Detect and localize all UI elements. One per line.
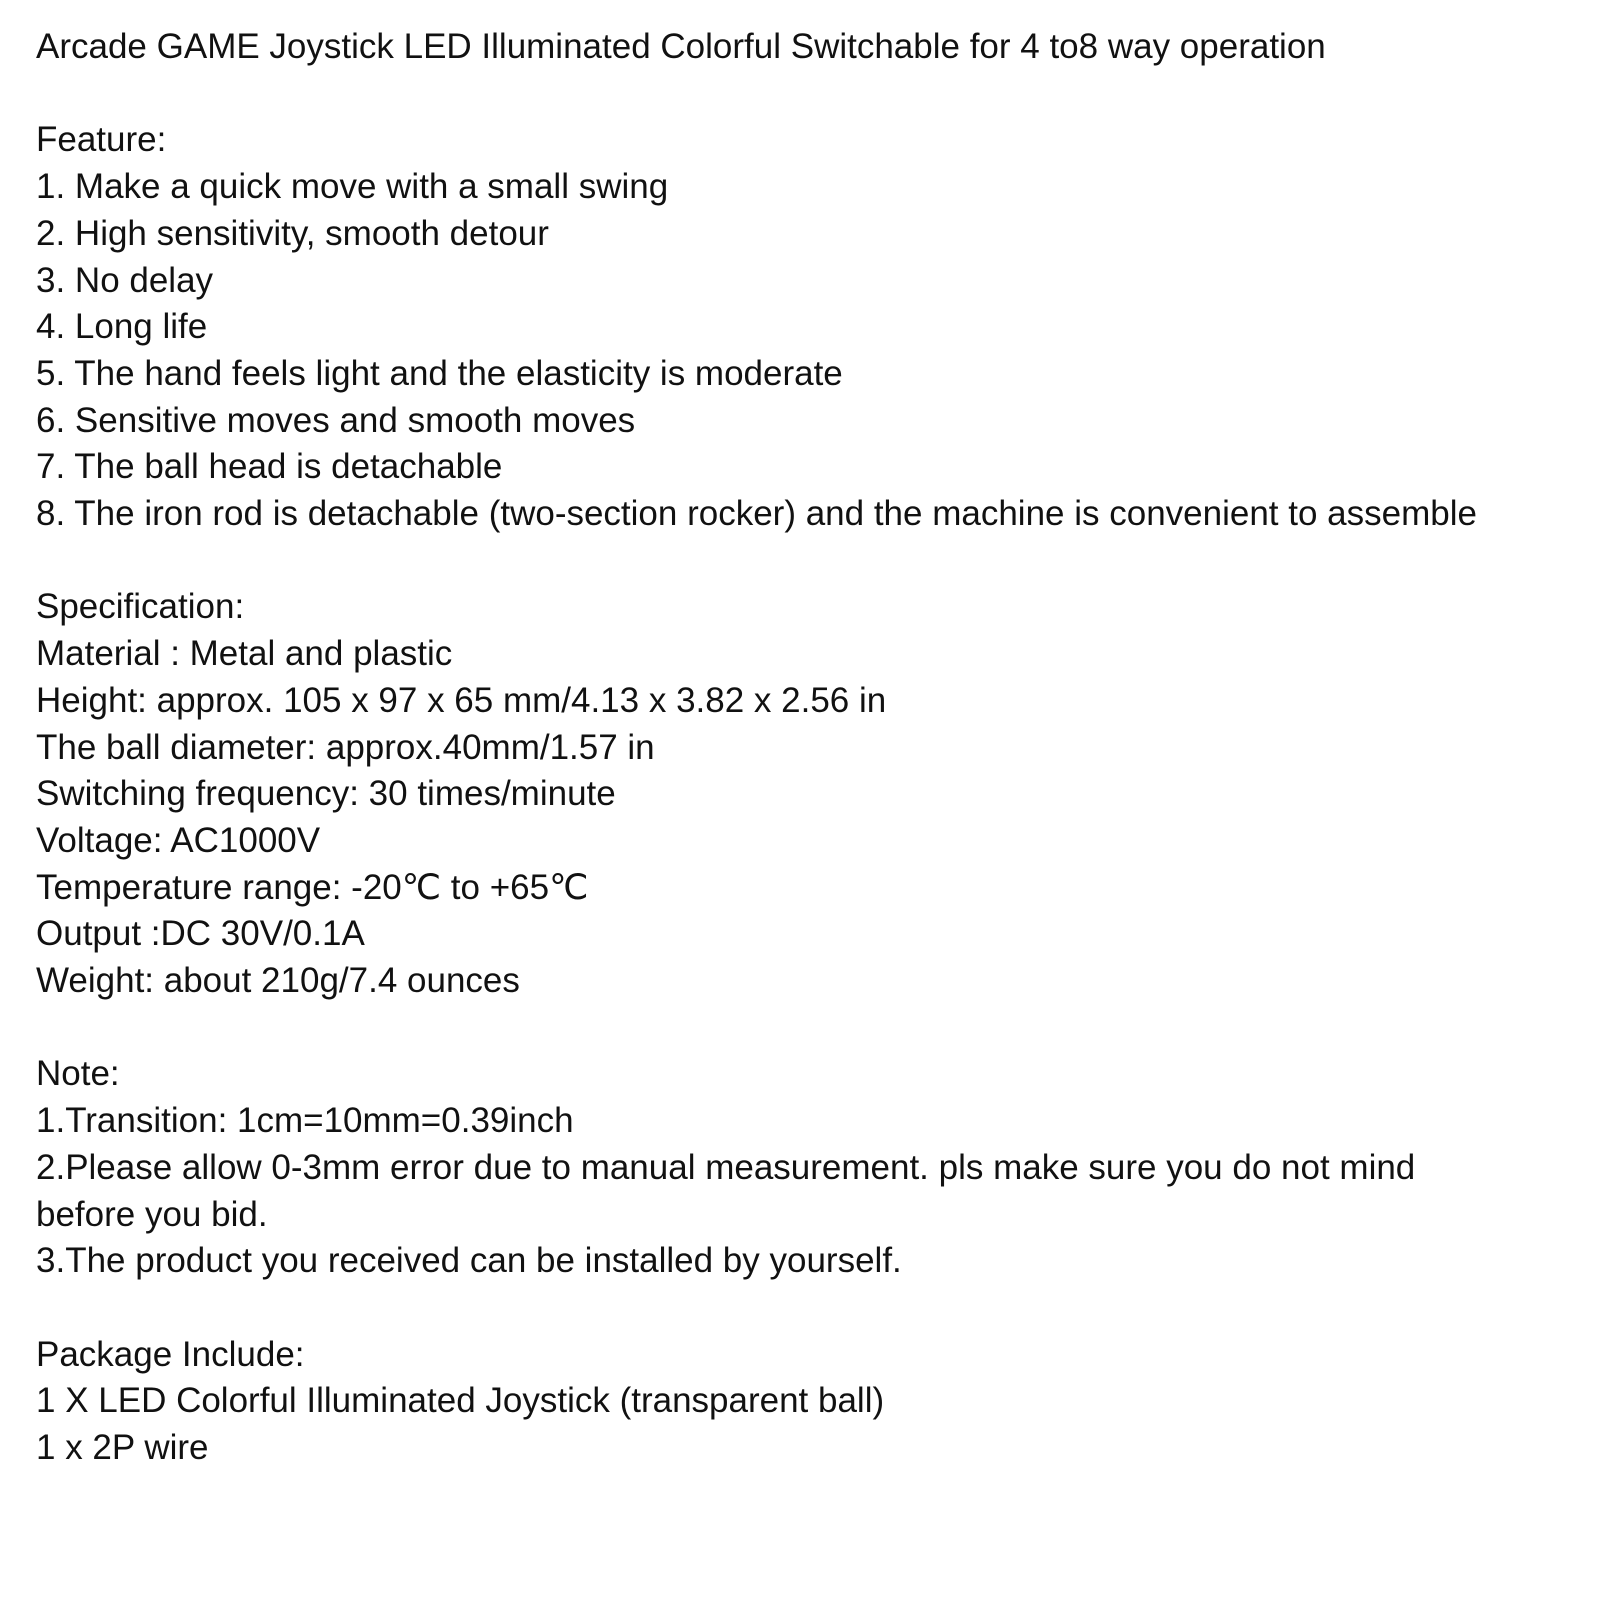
feature-item: 8. The iron rod is detachable (two-section rocker) and the machine is convenient to assemble (36, 494, 1477, 534)
feature-item: 5. The hand feels light and the elasticity is moderate (36, 353, 843, 393)
spec-item: Switching frequency: 30 times/minute (36, 774, 616, 814)
spec-item: Height: approx. 105 x 97 x 65 mm/4.13 x 3.82 x 2.56 in (36, 680, 887, 720)
feature-item: 6. Sensitive moves and smooth moves (36, 400, 636, 440)
feature-item: 2. High sensitivity, smooth detour (36, 213, 549, 253)
spacer (36, 1285, 1566, 1332)
spacer (36, 1005, 1566, 1052)
package-section (36, 1332, 1566, 1472)
feature-item: 1. Make a quick move with a small swing (36, 167, 669, 207)
specification-section (36, 584, 1566, 1004)
feature-item: 7. The ball head is detachable (36, 447, 503, 487)
note-item: 3.The product you received can be installed by yourself. (36, 1241, 902, 1281)
section-heading: Specification: (36, 587, 245, 627)
package-item: 1 x 2P wire (36, 1428, 209, 1468)
spacer (36, 538, 1566, 585)
package-item: 1 X LED Colorful Illuminated Joystick (transparent ball) (36, 1381, 885, 1421)
spec-item: Weight: about 210g/7.4 ounces (36, 961, 520, 1001)
spec-item: Material : Metal and plastic (36, 634, 453, 674)
product-description (36, 24, 1566, 1472)
feature-item: 3. No delay (36, 260, 214, 300)
spacer (36, 71, 1566, 118)
spec-item: The ball diameter: approx.40mm/1.57 in (36, 727, 655, 767)
spec-item: Temperature range: -20℃ to +65℃ (36, 867, 589, 907)
note-item: 1.Transition: 1cm=10mm=0.39inch (36, 1101, 574, 1141)
spec-item: Voltage: AC1000V (36, 820, 321, 860)
spec-item: Output :DC 30V/0.1A (36, 914, 365, 954)
feature-item: 4. Long life (36, 307, 208, 347)
product-title: Arcade GAME Joystick LED Illuminated Colorful Switchable for 4 to8 way operation (36, 27, 1326, 66)
feature-section (36, 117, 1566, 537)
note-item: 2.Please allow 0-3mm error due to manual measurement. pls make sure you do not mind before you bid. (36, 1147, 1416, 1234)
note-section (36, 1051, 1566, 1285)
section-heading: Package Include: (36, 1334, 305, 1374)
section-heading: Note: (36, 1054, 120, 1094)
section-heading: Feature: (36, 120, 167, 160)
